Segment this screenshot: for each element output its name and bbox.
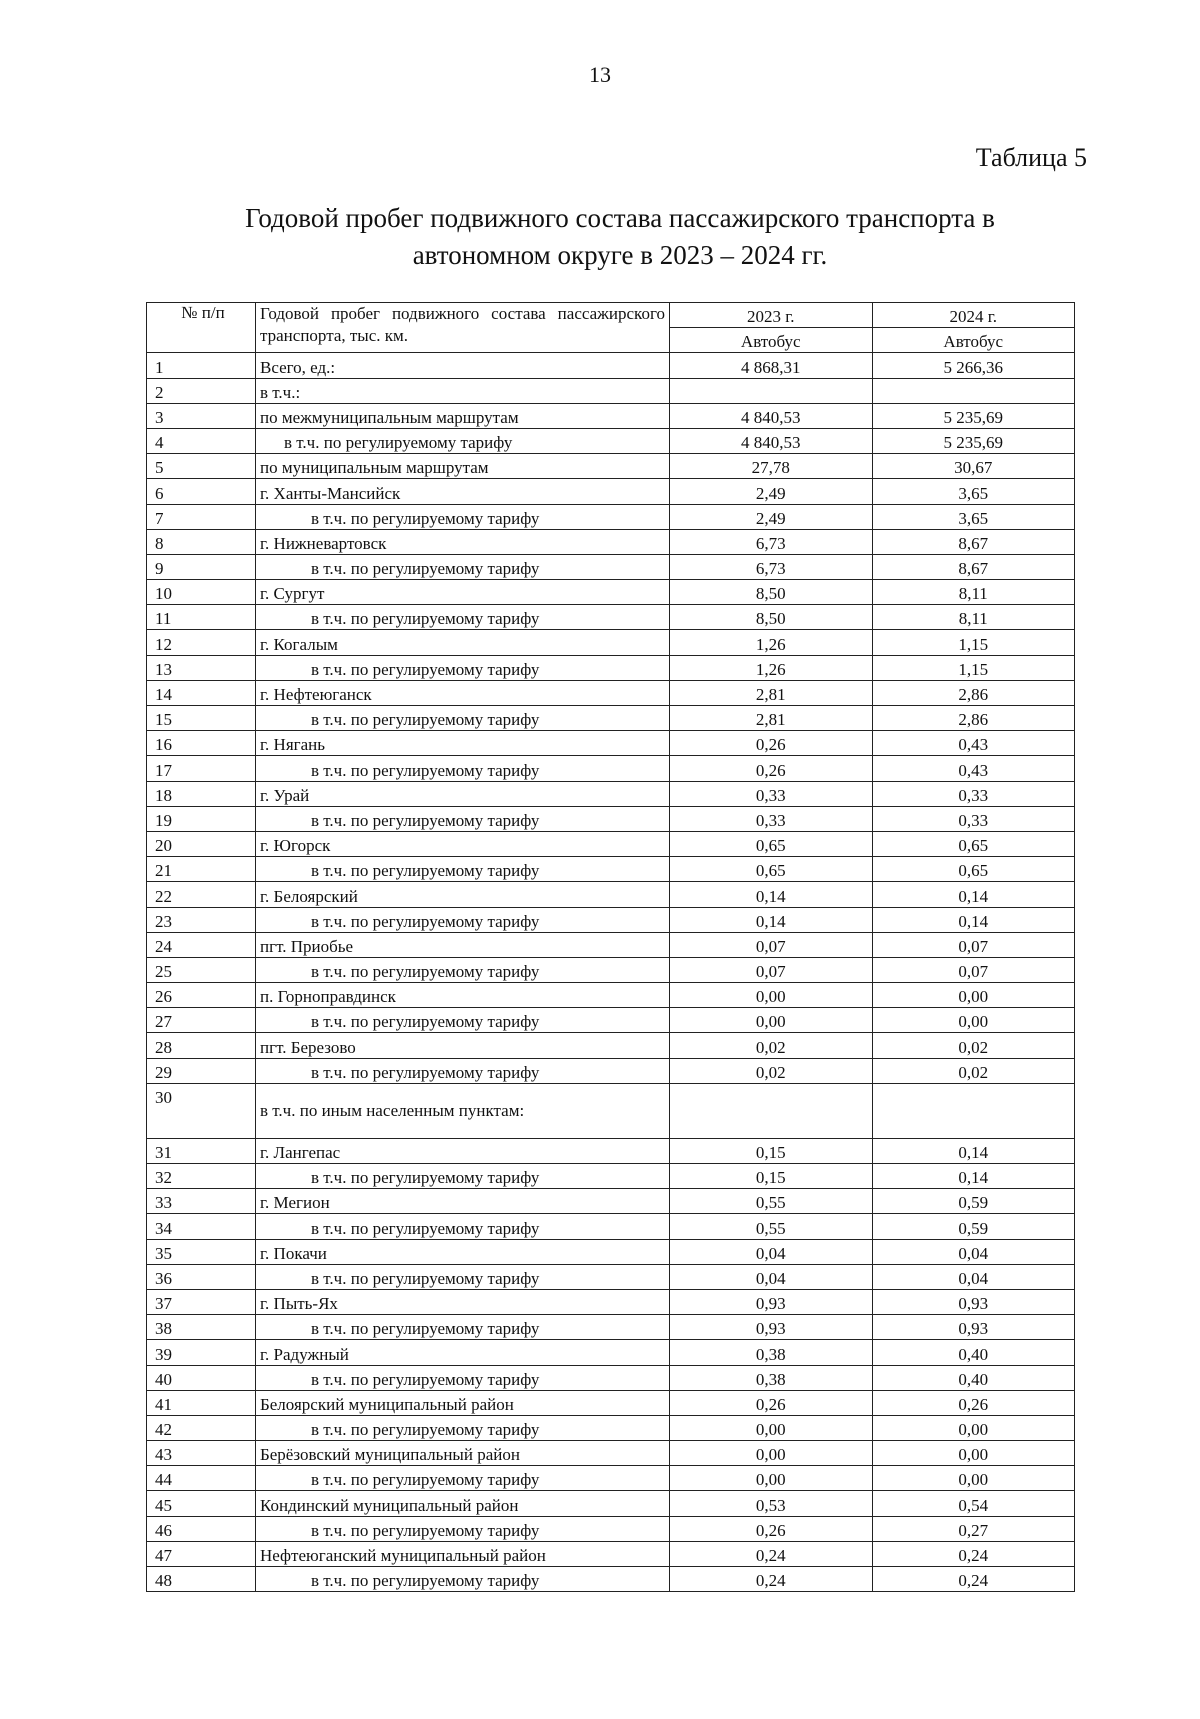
row-number: 15 — [147, 706, 256, 731]
value-2023: 2,49 — [670, 504, 873, 529]
row-label: Кондинский муниципальный район — [256, 1491, 670, 1516]
header-name: Годовой пробег подвижного состава пассажирского транспорта, тыс. км. — [256, 303, 670, 353]
table-row — [147, 1340, 1075, 1365]
row-number: 40 — [147, 1365, 256, 1390]
table-row — [147, 706, 1075, 731]
value-2023: 0,26 — [670, 731, 873, 756]
row-label: в т.ч. по регулируемому тарифу — [256, 1264, 670, 1289]
table-row — [147, 1189, 1075, 1214]
row-number: 23 — [147, 907, 256, 932]
row-label: г. Мегион — [256, 1189, 670, 1214]
value-2023: 0,02 — [670, 1033, 873, 1058]
row-label: в т.ч. по регулируемому тарифу — [256, 907, 670, 932]
table-row — [147, 1390, 1075, 1415]
row-label: Всего, ед.: — [256, 353, 670, 378]
value-2023 — [670, 378, 873, 403]
row-number: 21 — [147, 857, 256, 882]
value-2023: 27,78 — [670, 454, 873, 479]
row-label: в т.ч. по регулируемому тарифу — [256, 1058, 670, 1083]
row-label: в т.ч. по регулируемому тарифу — [256, 1466, 670, 1491]
row-number: 27 — [147, 1008, 256, 1033]
table-row — [147, 1491, 1075, 1516]
row-label: в т.ч. по регулируемому тарифу — [256, 1214, 670, 1239]
row-number: 2 — [147, 378, 256, 403]
table-row — [147, 806, 1075, 831]
row-label: в т.ч. по регулируемому тарифу — [256, 756, 670, 781]
mileage-table — [146, 302, 1075, 1592]
value-2024: 0,40 — [872, 1365, 1075, 1390]
value-2023: 2,49 — [670, 479, 873, 504]
row-number: 47 — [147, 1541, 256, 1566]
header-bus-2023: Автобус — [670, 328, 873, 353]
table-row — [147, 907, 1075, 932]
row-label: в т.ч. по регулируемому тарифу — [256, 857, 670, 882]
table-row — [147, 1289, 1075, 1314]
row-number: 48 — [147, 1567, 256, 1592]
value-2023: 2,81 — [670, 706, 873, 731]
value-2023: 0,38 — [670, 1365, 873, 1390]
row-number: 18 — [147, 781, 256, 806]
table-row — [147, 605, 1075, 630]
value-2023: 0,53 — [670, 1491, 873, 1516]
value-2023: 0,33 — [670, 781, 873, 806]
table-row — [147, 353, 1075, 378]
row-number: 7 — [147, 504, 256, 529]
row-label: г. Нягань — [256, 731, 670, 756]
value-2024: 0,24 — [872, 1567, 1075, 1592]
row-number: 34 — [147, 1214, 256, 1239]
value-2023: 0,26 — [670, 756, 873, 781]
row-number: 13 — [147, 655, 256, 680]
value-2023: 0,93 — [670, 1315, 873, 1340]
value-2024: 0,14 — [872, 1164, 1075, 1189]
row-label: в т.ч. по регулируемому тарифу — [256, 1008, 670, 1033]
row-number: 17 — [147, 756, 256, 781]
value-2024: 0,02 — [872, 1033, 1075, 1058]
table-row — [147, 1214, 1075, 1239]
table-header — [147, 303, 1075, 353]
page-title: Годовой пробег подвижного состава пассажирского транспорта в автономном округе в 2023 – 2024 гг. — [245, 203, 995, 270]
row-number: 32 — [147, 1164, 256, 1189]
value-2024: 0,43 — [872, 756, 1075, 781]
row-label: в т.ч. по регулируемому тарифу — [256, 1315, 670, 1340]
row-number: 10 — [147, 580, 256, 605]
row-number: 39 — [147, 1340, 256, 1365]
table-row — [147, 1541, 1075, 1566]
value-2024: 0,00 — [872, 983, 1075, 1008]
value-2024: 0,14 — [872, 882, 1075, 907]
value-2023: 8,50 — [670, 580, 873, 605]
row-label: в т.ч. по регулируемому тарифу — [256, 1567, 670, 1592]
row-label: г. Ханты-Мансийск — [256, 479, 670, 504]
table-row — [147, 1365, 1075, 1390]
value-2023: 0,00 — [670, 983, 873, 1008]
row-label: п. Горноправдинск — [256, 983, 670, 1008]
value-2024: 8,67 — [872, 529, 1075, 554]
value-2023: 0,15 — [670, 1164, 873, 1189]
row-number: 1 — [147, 353, 256, 378]
value-2024: 0,02 — [872, 1058, 1075, 1083]
value-2023: 0,15 — [670, 1138, 873, 1163]
row-label: в т.ч. по регулируемому тарифу — [256, 957, 670, 982]
value-2023: 0,33 — [670, 806, 873, 831]
row-number: 35 — [147, 1239, 256, 1264]
value-2024: 1,15 — [872, 630, 1075, 655]
row-label: г. Белоярский — [256, 882, 670, 907]
row-label: г. Сургут — [256, 580, 670, 605]
row-label: г. Лангепас — [256, 1138, 670, 1163]
value-2023: 4 868,31 — [670, 353, 873, 378]
row-label: в т.ч. по регулируемому тарифу — [256, 605, 670, 630]
value-2023: 0,07 — [670, 957, 873, 982]
value-2024 — [872, 378, 1075, 403]
value-2024: 0,59 — [872, 1214, 1075, 1239]
value-2024: 3,65 — [872, 479, 1075, 504]
row-number: 12 — [147, 630, 256, 655]
value-2023: 0,55 — [670, 1189, 873, 1214]
table-row — [147, 781, 1075, 806]
row-number: 33 — [147, 1189, 256, 1214]
value-2023: 8,50 — [670, 605, 873, 630]
value-2023: 0,02 — [670, 1058, 873, 1083]
value-2024: 2,86 — [872, 706, 1075, 731]
value-2024: 5 235,69 — [872, 428, 1075, 453]
table-body — [147, 353, 1075, 1592]
value-2023: 0,65 — [670, 857, 873, 882]
value-2023: 0,07 — [670, 932, 873, 957]
table-row — [147, 1239, 1075, 1264]
row-number: 26 — [147, 983, 256, 1008]
value-2024: 5 235,69 — [872, 403, 1075, 428]
value-2024: 30,67 — [872, 454, 1075, 479]
value-2023: 0,00 — [670, 1441, 873, 1466]
value-2023: 0,65 — [670, 831, 873, 856]
value-2024: 0,54 — [872, 1491, 1075, 1516]
row-number: 3 — [147, 403, 256, 428]
table-row — [147, 1083, 1075, 1138]
row-label: в т.ч. по регулируемому тарифу — [256, 706, 670, 731]
table-row — [147, 1138, 1075, 1163]
table-row — [147, 378, 1075, 403]
value-2024: 0,04 — [872, 1239, 1075, 1264]
value-2023: 0,04 — [670, 1239, 873, 1264]
row-number: 20 — [147, 831, 256, 856]
table-row — [147, 1058, 1075, 1083]
value-2023: 2,81 — [670, 680, 873, 705]
table-row — [147, 1466, 1075, 1491]
value-2024: 0,93 — [872, 1315, 1075, 1340]
value-2024: 0,00 — [872, 1466, 1075, 1491]
value-2024: 0,24 — [872, 1541, 1075, 1566]
table-row — [147, 1415, 1075, 1440]
row-number: 43 — [147, 1441, 256, 1466]
row-label: г. Нижневартовск — [256, 529, 670, 554]
value-2023: 0,55 — [670, 1214, 873, 1239]
row-label: пгт. Березово — [256, 1033, 670, 1058]
row-label: г. Пыть-Ях — [256, 1289, 670, 1314]
row-number: 36 — [147, 1264, 256, 1289]
table-row — [147, 1315, 1075, 1340]
table-row — [147, 403, 1075, 428]
row-number: 6 — [147, 479, 256, 504]
row-number: 4 — [147, 428, 256, 453]
table-row — [147, 680, 1075, 705]
value-2024: 0,65 — [872, 857, 1075, 882]
row-label: в т.ч.: — [256, 378, 670, 403]
table-row — [147, 1516, 1075, 1541]
row-number: 45 — [147, 1491, 256, 1516]
value-2023: 1,26 — [670, 655, 873, 680]
row-label: пгт. Приобье — [256, 932, 670, 957]
value-2024: 0,26 — [872, 1390, 1075, 1415]
row-number: 29 — [147, 1058, 256, 1083]
value-2023: 1,26 — [670, 630, 873, 655]
table-row — [147, 983, 1075, 1008]
row-number: 37 — [147, 1289, 256, 1314]
table-row — [147, 428, 1075, 453]
row-number: 44 — [147, 1466, 256, 1491]
table-label: Таблица 5 — [975, 143, 1087, 172]
table-row — [147, 1567, 1075, 1592]
value-2024: 0,27 — [872, 1516, 1075, 1541]
value-2024: 0,59 — [872, 1189, 1075, 1214]
row-label: по межмуниципальным маршрутам — [256, 403, 670, 428]
row-label: в т.ч. по регулируемому тарифу — [256, 1516, 670, 1541]
row-number: 5 — [147, 454, 256, 479]
value-2024: 8,11 — [872, 580, 1075, 605]
table-row — [147, 655, 1075, 680]
row-number: 28 — [147, 1033, 256, 1058]
table-row — [147, 529, 1075, 554]
row-number: 22 — [147, 882, 256, 907]
row-label: г. Югорск — [256, 831, 670, 856]
row-label: г. Покачи — [256, 1239, 670, 1264]
table-row — [147, 857, 1075, 882]
row-label: в т.ч. по регулируемому тарифу — [256, 554, 670, 579]
value-2023: 0,24 — [670, 1541, 873, 1566]
value-2023: 0,00 — [670, 1008, 873, 1033]
table-row — [147, 580, 1075, 605]
row-label: Берёзовский муниципальный район — [256, 1441, 670, 1466]
value-2024: 0,14 — [872, 1138, 1075, 1163]
row-number: 42 — [147, 1415, 256, 1440]
value-2024: 0,00 — [872, 1415, 1075, 1440]
row-number: 30 — [147, 1083, 256, 1138]
table-row — [147, 756, 1075, 781]
table-row — [147, 882, 1075, 907]
page-number: 13 — [589, 62, 611, 87]
value-2024: 0,33 — [872, 781, 1075, 806]
table-row — [147, 957, 1075, 982]
table-row — [147, 731, 1075, 756]
value-2024: 0,07 — [872, 957, 1075, 982]
row-number: 24 — [147, 932, 256, 957]
value-2024: 0,40 — [872, 1340, 1075, 1365]
row-number: 38 — [147, 1315, 256, 1340]
row-number: 41 — [147, 1390, 256, 1415]
row-label: в т.ч. по регулируемому тарифу — [256, 806, 670, 831]
header-bus-2024: Автобус — [872, 328, 1075, 353]
value-2024: 0,33 — [872, 806, 1075, 831]
row-label: Белоярский муниципальный район — [256, 1390, 670, 1415]
row-label: в т.ч. по регулируемому тарифу — [256, 1365, 670, 1390]
header-no: № п/п — [147, 303, 256, 353]
table-row — [147, 554, 1075, 579]
row-number: 19 — [147, 806, 256, 831]
row-number: 16 — [147, 731, 256, 756]
value-2024 — [872, 1083, 1075, 1138]
row-label: г. Урай — [256, 781, 670, 806]
row-number: 14 — [147, 680, 256, 705]
value-2024: 0,04 — [872, 1264, 1075, 1289]
row-label: по муниципальным маршрутам — [256, 454, 670, 479]
value-2024: 1,15 — [872, 655, 1075, 680]
table-row — [147, 630, 1075, 655]
value-2024: 2,86 — [872, 680, 1075, 705]
header-year-2023: 2023 г. — [670, 303, 873, 328]
row-label: в т.ч. по регулируемому тарифу — [256, 1164, 670, 1189]
value-2024: 0,00 — [872, 1441, 1075, 1466]
value-2024: 0,07 — [872, 932, 1075, 957]
value-2024: 8,11 — [872, 605, 1075, 630]
table-row — [147, 1441, 1075, 1466]
value-2023: 0,26 — [670, 1390, 873, 1415]
table-row — [147, 479, 1075, 504]
row-label: в т.ч. по регулируемому тарифу — [256, 428, 670, 453]
header-row-top — [147, 303, 1075, 328]
header-year-2024: 2024 г. — [872, 303, 1075, 328]
value-2024: 8,67 — [872, 554, 1075, 579]
value-2023: 0,04 — [670, 1264, 873, 1289]
table-row — [147, 504, 1075, 529]
value-2024: 3,65 — [872, 504, 1075, 529]
value-2023: 4 840,53 — [670, 403, 873, 428]
value-2023: 0,93 — [670, 1289, 873, 1314]
value-2023: 0,38 — [670, 1340, 873, 1365]
table-row — [147, 1008, 1075, 1033]
value-2023: 6,73 — [670, 554, 873, 579]
row-number: 46 — [147, 1516, 256, 1541]
row-label: г. Нефтеюганск — [256, 680, 670, 705]
row-number: 31 — [147, 1138, 256, 1163]
row-label: г. Радужный — [256, 1340, 670, 1365]
table-row — [147, 932, 1075, 957]
value-2024: 0,14 — [872, 907, 1075, 932]
value-2024: 0,93 — [872, 1289, 1075, 1314]
value-2024: 0,00 — [872, 1008, 1075, 1033]
row-number: 9 — [147, 554, 256, 579]
value-2023: 0,00 — [670, 1466, 873, 1491]
value-2024: 0,65 — [872, 831, 1075, 856]
table-row — [147, 1033, 1075, 1058]
row-label: в т.ч. по регулируемому тарифу — [256, 655, 670, 680]
table-row — [147, 1264, 1075, 1289]
row-label: в т.ч. по регулируемому тарифу — [256, 1415, 670, 1440]
value-2023: 0,14 — [670, 907, 873, 932]
value-2024: 0,43 — [872, 731, 1075, 756]
table-row — [147, 454, 1075, 479]
row-label: в т.ч. по иным населенным пунктам: — [256, 1083, 670, 1138]
value-2023: 0,26 — [670, 1516, 873, 1541]
value-2023 — [670, 1083, 873, 1138]
row-number: 8 — [147, 529, 256, 554]
table-row — [147, 1164, 1075, 1189]
row-number: 11 — [147, 605, 256, 630]
table-row — [147, 831, 1075, 856]
value-2023: 0,14 — [670, 882, 873, 907]
row-label: Нефтеюганский муниципальный район — [256, 1541, 670, 1566]
value-2023: 0,00 — [670, 1415, 873, 1440]
row-number: 25 — [147, 957, 256, 982]
value-2023: 4 840,53 — [670, 428, 873, 453]
value-2023: 0,24 — [670, 1567, 873, 1592]
row-label: г. Когалым — [256, 630, 670, 655]
value-2024: 5 266,36 — [872, 353, 1075, 378]
value-2023: 6,73 — [670, 529, 873, 554]
row-label: в т.ч. по регулируемому тарифу — [256, 504, 670, 529]
